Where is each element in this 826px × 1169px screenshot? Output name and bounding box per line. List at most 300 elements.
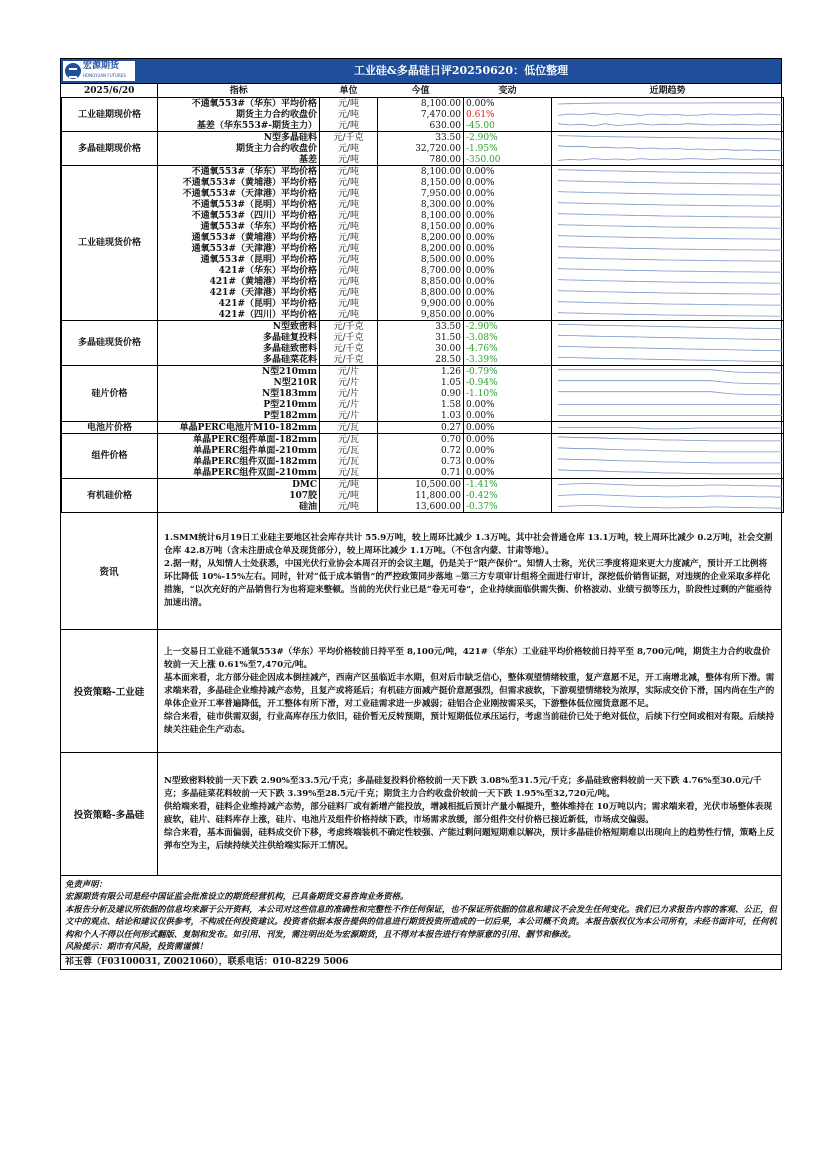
unit-cell: 元/吨 <box>320 109 378 120</box>
value-cell: 0.27 <box>378 422 464 434</box>
table-row <box>62 434 784 446</box>
change-cell: 0.00% <box>464 254 552 265</box>
indicator-cell: 基差 <box>158 154 320 166</box>
trend-line <box>558 470 782 474</box>
value-cell: 33.50 <box>378 321 464 333</box>
value-cell: 13,600.00 <box>378 501 464 513</box>
trend-line <box>558 258 782 261</box>
unit-cell: 元/吨 <box>320 154 378 166</box>
value-cell: 1.03 <box>378 410 464 422</box>
trend-cell <box>552 243 784 254</box>
logo-name-en: HONGYUAN FUTURES <box>83 73 126 78</box>
table-row <box>62 309 784 321</box>
indicator-cell: 不通氧553#（昆明）平均价格 <box>158 199 320 210</box>
unit-cell: 元/瓦 <box>320 434 378 446</box>
table-row <box>62 332 784 343</box>
table-row <box>62 166 784 178</box>
trend-line <box>558 291 782 294</box>
trend-cell <box>552 109 784 120</box>
value-cell: 28.50 <box>378 354 464 366</box>
trend-line <box>558 192 782 195</box>
table-row <box>62 120 784 132</box>
analyst-contact: 祁玉蓉（F03100031, Z0021060），联系电话：010-8229 5006 <box>60 955 782 970</box>
value-cell: 7,470.00 <box>378 109 464 120</box>
report-title: 工业硅&多晶硅日评20250620：低位整理 <box>353 64 569 77</box>
value-cell: 1.26 <box>378 366 464 378</box>
trend-cell <box>552 298 784 309</box>
change-cell: -350.00 <box>464 154 552 166</box>
table-row <box>62 456 784 467</box>
trend-line <box>558 495 782 498</box>
trend-cell <box>552 410 784 422</box>
trend-sparkline <box>554 456 784 467</box>
table-row <box>62 254 784 265</box>
trend-sparkline <box>554 232 784 243</box>
group-label: 组件价格 <box>62 434 158 479</box>
change-cell: 0.00% <box>464 422 552 434</box>
change-cell: -0.42% <box>464 490 552 501</box>
change-cell: 0.00% <box>464 445 552 456</box>
trend-sparkline <box>554 177 784 188</box>
trend-cell <box>552 143 784 154</box>
change-cell: 0.00% <box>464 467 552 479</box>
col-header-change: 变动 <box>464 84 552 98</box>
table-row <box>62 98 784 110</box>
risk-warning: 风险提示：期市有风险，投资需谨慎！ <box>65 941 208 952</box>
table-row <box>62 410 784 422</box>
change-cell: -0.37% <box>464 501 552 513</box>
trend-sparkline <box>554 199 784 210</box>
trend-sparkline <box>554 490 784 501</box>
unit-cell: 元/瓦 <box>320 445 378 456</box>
section-paragraph: 供给端来看，硅料企业维持减产态势，部分硅料厂或有新增产能投放，增减相抵后预计产量小幅提升，整体维持在 10万吨以内；需求端来看，光伏市场整体表现疲软，硅片、硅料库存上涨，硅片、电池片及组件价格持续下跌，市场需求放缓，部分组件交付价格已接近新低，市场成交偏弱。 <box>164 802 772 825</box>
table-row <box>62 132 784 144</box>
table-row <box>62 154 784 166</box>
commentary-section <box>60 753 782 876</box>
change-cell: -2.90% <box>464 321 552 333</box>
trend-cell <box>552 467 784 479</box>
indicator-cell: DMC <box>158 479 320 491</box>
table-row <box>62 490 784 501</box>
value-cell: 32,720.00 <box>378 143 464 154</box>
indicator-cell: N型致密料 <box>158 321 320 333</box>
section-paragraph: 综合来看，基本面偏弱，硅料成交价下移，考虑终端装机不确定性较强、产能过剩问题短期难以解决，预计多晶硅价格短期难以出现向上的趋势性行情，策略上反弹布空为主，后续持续关注供给端实际开工情况。 <box>164 828 775 851</box>
unit-cell: 元/吨 <box>320 188 378 199</box>
unit-cell: 元/千克 <box>320 132 378 144</box>
trend-line <box>558 280 782 283</box>
trend-line <box>558 428 782 429</box>
change-cell: -4.76% <box>464 343 552 354</box>
unit-cell: 元/千克 <box>320 321 378 333</box>
trend-sparkline <box>554 287 784 298</box>
unit-cell: 元/吨 <box>320 120 378 132</box>
change-cell: -3.39% <box>464 354 552 366</box>
trend-sparkline <box>554 265 784 276</box>
trend-line <box>558 103 782 104</box>
trend-line <box>558 124 782 126</box>
trend-cell <box>552 321 784 333</box>
commentary-section <box>60 630 782 753</box>
indicator-cell: 单晶PERC组件双面-210mm <box>158 467 320 479</box>
value-cell: 630.00 <box>378 120 464 132</box>
trend-sparkline <box>554 366 784 377</box>
indicator-cell: 421#（昆明）平均价格 <box>158 298 320 309</box>
trend-cell <box>552 177 784 188</box>
logo-icon <box>65 63 81 79</box>
indicator-cell: 不通氧553#（华东）平均价格 <box>158 166 320 178</box>
trend-line <box>558 170 782 173</box>
table-row <box>62 143 784 154</box>
unit-cell: 元/吨 <box>320 143 378 154</box>
group-label: 电池片价格 <box>62 422 158 434</box>
value-cell: 1.05 <box>378 377 464 388</box>
value-cell: 8,100.00 <box>378 210 464 221</box>
change-cell: -45.00 <box>464 120 552 132</box>
unit-cell: 元/吨 <box>320 98 378 110</box>
value-cell: 8,100.00 <box>378 98 464 110</box>
indicator-cell: P型182mm <box>158 410 320 422</box>
date-header: 2025/6/20 <box>62 84 158 98</box>
section-label: 投资策略-多晶硅 <box>61 753 158 875</box>
table-row <box>62 366 784 378</box>
trend-cell <box>552 98 784 110</box>
table-row <box>62 210 784 221</box>
unit-cell: 元/吨 <box>320 210 378 221</box>
trend-line <box>558 159 782 161</box>
value-cell: 8,300.00 <box>378 199 464 210</box>
change-cell: -3.08% <box>464 332 552 343</box>
trend-line <box>558 459 782 463</box>
trend-line <box>558 357 782 362</box>
trend-cell <box>552 422 784 434</box>
trend-sparkline <box>554 501 784 512</box>
trend-cell <box>552 479 784 491</box>
change-cell: 0.00% <box>464 221 552 232</box>
indicator-cell: 通氧553#（天津港）平均价格 <box>158 243 320 254</box>
indicator-cell: 基差（华东553#-期货主力） <box>158 120 320 132</box>
trend-sparkline <box>554 343 784 354</box>
indicator-cell: 421#（黄埔港）平均价格 <box>158 276 320 287</box>
change-cell: 0.00% <box>464 166 552 178</box>
trend-sparkline <box>554 210 784 221</box>
value-cell: 11,800.00 <box>378 490 464 501</box>
table-row <box>62 199 784 210</box>
commentary-section <box>60 513 782 630</box>
indicator-cell: 多晶硅菜花料 <box>158 354 320 366</box>
col-header-indicator: 指标 <box>158 84 320 98</box>
change-cell: -0.79% <box>464 366 552 378</box>
section-label: 资讯 <box>61 513 158 629</box>
trend-cell <box>552 199 784 210</box>
value-cell: 8,200.00 <box>378 232 464 243</box>
trend-line <box>558 269 782 272</box>
indicator-cell: 多晶硅复投料 <box>158 332 320 343</box>
indicator-cell: 期货主力合约收盘价 <box>158 109 320 120</box>
trend-cell <box>552 377 784 388</box>
change-cell: 0.00% <box>464 210 552 221</box>
trend-line <box>558 214 782 217</box>
indicator-cell: 通氧553#（黄埔港）平均价格 <box>158 232 320 243</box>
value-cell: 780.00 <box>378 154 464 166</box>
trend-line <box>558 136 782 140</box>
value-cell: 8,700.00 <box>378 265 464 276</box>
table-row <box>62 479 784 491</box>
section-body <box>158 513 781 629</box>
section-paragraph: 综合来看，硅市供需双弱，行业高库存压力依旧，硅价暂无反转预期，预计短期低位承压运行，考虑当前硅价已处于绝对低位，后续下行空间或相对有限。后续持续关注硅企生产动态。 <box>164 711 775 735</box>
value-cell: 0.90 <box>378 388 464 399</box>
section-paragraph: N型致密料较前一天下跌 2.90%至33.5元/千克；多晶硅复投料价格较前一天下跌 3.08%至31.5元/千克；多晶硅致密料较前一天下跌 4.76%至30.0元/千克；多晶硅菜花料较前一天下跌 3.39%至28.5元/千克；期货主力合约收盘价较前一天下跌 1.95%至32,720元/吨。 <box>164 776 762 799</box>
change-cell: 0.00% <box>464 309 552 321</box>
trend-sparkline <box>554 309 784 320</box>
change-cell: 0.00% <box>464 298 552 309</box>
change-cell: -1.95% <box>464 143 552 154</box>
trend-cell <box>552 399 784 410</box>
trend-cell <box>552 501 784 513</box>
trend-sparkline <box>554 377 784 388</box>
trend-cell <box>552 445 784 456</box>
group-label: 硅片价格 <box>62 366 158 422</box>
report-sheet <box>60 58 782 970</box>
value-cell: 1.58 <box>378 399 464 410</box>
group-label: 工业硅期现价格 <box>62 98 158 132</box>
change-cell: 0.00% <box>464 287 552 298</box>
unit-cell: 元/吨 <box>320 265 378 276</box>
trend-sparkline <box>554 143 784 154</box>
unit-cell: 元/瓦 <box>320 456 378 467</box>
unit-cell: 元/吨 <box>320 490 378 501</box>
table-row <box>62 445 784 456</box>
trend-line <box>558 392 782 395</box>
trend-line <box>558 437 782 441</box>
trend-sparkline <box>554 276 784 287</box>
change-cell: 0.00% <box>464 434 552 446</box>
company-logo <box>63 61 135 81</box>
unit-cell: 元/片 <box>320 399 378 410</box>
report-header <box>60 58 782 84</box>
change-cell: -1.10% <box>464 388 552 399</box>
unit-cell: 元/吨 <box>320 199 378 210</box>
trend-sparkline <box>554 479 784 490</box>
change-cell: 0.61% <box>464 109 552 120</box>
change-cell: 0.00% <box>464 399 552 410</box>
value-cell: 0.72 <box>378 445 464 456</box>
value-cell: 8,850.00 <box>378 276 464 287</box>
table-row <box>62 501 784 513</box>
trend-sparkline <box>554 332 784 343</box>
disclaimer-title: 免责声明： <box>65 879 107 889</box>
indicator-cell: 单晶PERC组件单面-210mm <box>158 445 320 456</box>
trend-line <box>558 335 782 340</box>
table-row <box>62 221 784 232</box>
section-label: 投资策略-工业硅 <box>61 630 158 752</box>
indicator-cell: 不通氧553#（华东）平均价格 <box>158 98 320 110</box>
unit-cell: 元/吨 <box>320 298 378 309</box>
table-row <box>62 422 784 434</box>
value-cell: 9,850.00 <box>378 309 464 321</box>
trend-cell <box>552 332 784 343</box>
unit-cell: 元/瓦 <box>320 467 378 479</box>
unit-cell: 元/吨 <box>320 254 378 265</box>
group-label: 多晶硅期现价格 <box>62 132 158 166</box>
indicator-cell: N型多晶硅料 <box>158 132 320 144</box>
table-row <box>62 377 784 388</box>
table-row <box>62 188 784 199</box>
value-cell: 0.70 <box>378 434 464 446</box>
unit-cell: 元/吨 <box>320 221 378 232</box>
value-cell: 8,500.00 <box>378 254 464 265</box>
trend-sparkline <box>554 399 784 410</box>
table-row <box>62 321 784 333</box>
value-cell: 9,900.00 <box>378 298 464 309</box>
indicator-cell: 421#（四川）平均价格 <box>158 309 320 321</box>
indicator-cell: 单晶PERC电池片M10-182mm <box>158 422 320 434</box>
table-row <box>62 343 784 354</box>
unit-cell: 元/片 <box>320 377 378 388</box>
value-cell: 8,100.00 <box>378 166 464 178</box>
trend-cell <box>552 120 784 132</box>
value-cell: 31.50 <box>378 332 464 343</box>
col-header-unit: 单位 <box>320 84 378 98</box>
unit-cell: 元/片 <box>320 388 378 399</box>
value-cell: 7,950.00 <box>378 188 464 199</box>
trend-line <box>558 506 782 509</box>
table-row <box>62 354 784 366</box>
value-cell: 30.00 <box>378 343 464 354</box>
change-cell: 0.00% <box>464 265 552 276</box>
trend-cell <box>552 265 784 276</box>
change-cell: 0.00% <box>464 188 552 199</box>
price-table <box>61 84 784 513</box>
trend-line <box>558 381 782 384</box>
indicator-cell: 硅油 <box>158 501 320 513</box>
table-row <box>62 177 784 188</box>
indicator-cell: 单晶PERC组件双面-182mm <box>158 456 320 467</box>
trend-sparkline <box>554 354 784 365</box>
trend-sparkline <box>554 132 784 143</box>
trend-line <box>558 236 782 239</box>
unit-cell: 元/吨 <box>320 276 378 287</box>
trend-sparkline <box>554 467 784 478</box>
change-cell: 0.00% <box>464 410 552 422</box>
table-row <box>62 388 784 399</box>
value-cell: 10,500.00 <box>378 479 464 491</box>
table-row <box>62 467 784 479</box>
trend-sparkline <box>554 410 784 421</box>
indicator-cell: N型210mm <box>158 366 320 378</box>
trend-cell <box>552 456 784 467</box>
trend-sparkline <box>554 243 784 254</box>
indicator-cell: 多晶硅致密料 <box>158 343 320 354</box>
trend-sparkline <box>554 388 784 399</box>
unit-cell: 元/片 <box>320 366 378 378</box>
unit-cell: 元/吨 <box>320 309 378 321</box>
indicator-cell: 421#（华东）平均价格 <box>158 265 320 276</box>
table-row <box>62 287 784 298</box>
table-row <box>62 243 784 254</box>
trend-line <box>558 346 782 351</box>
col-header-trend: 近期趋势 <box>552 84 784 98</box>
trend-cell <box>552 188 784 199</box>
trend-sparkline <box>554 422 784 433</box>
section-paragraph: 1.SMM统计6月19日工业硅主要地区社会库存共计 55.9万吨，较上周环比减少 1.3万吨。其中社会普通仓库 13.1万吨，较上周环比减少 0.2万吨，社会交割仓库 42.8万吨（含未注册成仓单及现货部分），较上周环比减少 1.1万吨。（不包含内蒙、甘肃等地）。 <box>164 533 773 556</box>
trend-line <box>558 370 782 373</box>
trend-sparkline <box>554 154 784 165</box>
trend-line <box>558 203 782 206</box>
change-cell: 0.00% <box>464 456 552 467</box>
trend-line <box>558 247 782 250</box>
unit-cell: 元/瓦 <box>320 422 378 434</box>
indicator-cell: P型210mm <box>158 399 320 410</box>
col-header-value: 今值 <box>378 84 464 98</box>
trend-line <box>558 113 782 115</box>
trend-sparkline <box>554 188 784 199</box>
trend-cell <box>552 254 784 265</box>
indicator-cell: 通氧553#（华东）平均价格 <box>158 221 320 232</box>
value-cell: 33.50 <box>378 132 464 144</box>
trend-line <box>558 484 782 487</box>
change-cell: -2.90% <box>464 132 552 144</box>
trend-sparkline <box>554 120 784 131</box>
indicator-cell: 不通氧553#（四川）平均价格 <box>158 210 320 221</box>
trend-cell <box>552 354 784 366</box>
change-cell: 0.00% <box>464 199 552 210</box>
trend-cell <box>552 388 784 399</box>
table-row <box>62 276 784 287</box>
group-label: 多晶硅现货价格 <box>62 321 158 366</box>
disclaimer-qualification: 宏源期货有限公司是经中国证监会批准设立的期货经营机构，已具备期货交易咨询业务资格。 <box>65 891 409 902</box>
trend-line <box>558 302 782 305</box>
disclaimer-body: 本报告分析及建议所依据的信息均来源于公开资料，本公司对这些信息的准确性和完整性不作任何保证，也不保证所依据的信息和建议不会发生任何变化。我们已力求报告内容的客观、公正，但文中的观点、结论和建议仅供参考，不构成任何投资建议。投资者依据本报告提供的信息进行期货投资所造成的一切后果，本公司概不负责。本报告版权仅为本公司所有，未经书面许可，任何机构和个人不得以任何形式翻版、复制和发布。如引用、刊发，需注明出处为宏源期货，且不得对本报告进行有悖原意的引用、删节和修改。 <box>65 903 777 939</box>
unit-cell: 元/千克 <box>320 354 378 366</box>
trend-line <box>558 146 782 151</box>
indicator-cell: 不通氧553#（天津港）平均价格 <box>158 188 320 199</box>
trend-sparkline <box>554 445 784 456</box>
group-label: 有机硅价格 <box>62 479 158 513</box>
change-cell: 0.00% <box>464 243 552 254</box>
trend-cell <box>552 221 784 232</box>
indicator-cell: N型210R <box>158 377 320 388</box>
trend-sparkline <box>554 321 784 332</box>
section-paragraph: 2.据一财，从知情人士处获悉，中国光伏行业协会本周召开的会议主题，仍是关于“限产保价”。知情人士称，光伏三季度将迎来更大力度减产，预计开工比例将环比降低 10%-15%左右。同时，针对“低于成本销售”的严控政策同步落地 ─第三方专项审计组将全面进行审计，深挖低价销售证据，对违规的企业采取多样化措施，“以次充好的产品销售行为也将迎来整顿。当前的光伏行业已是“卷无可卷”，企业持续面临供需失衡、价格波动、业绩亏损等压力，阶段性过剩的产能亟待加速出清。 <box>164 559 772 608</box>
section-paragraph: 基本面来看，北方部分硅企因成本倒挂减产，西南产区虽临近丰水期，但对后市缺乏信心，整体观望情绪较重，复产意愿不足，开工南增北减，整体有所下滑。需求端来看，多晶硅企业维持减产态势，且复产或将延后；有机硅方面减产挺价意愿强烈，但需求疲软，下游观望情绪较为浓厚，实际成交价下滑，国内尚在生产的单体企业开工率普遍降低，开工整体有所下滑，对工业硅需求进一步减弱；硅铝合企业刚按需采买，下游整体低位囤货意愿不足。 <box>164 672 775 709</box>
indicator-cell: 421#（天津港）平均价格 <box>158 287 320 298</box>
unit-cell: 元/千克 <box>320 343 378 354</box>
change-cell: 0.00% <box>464 276 552 287</box>
trend-line <box>558 225 782 228</box>
indicator-cell: 期货主力合约收盘价 <box>158 143 320 154</box>
trend-sparkline <box>554 298 784 309</box>
value-cell: 8,150.00 <box>378 221 464 232</box>
trend-sparkline <box>554 221 784 232</box>
change-cell: 0.00% <box>464 177 552 188</box>
change-cell: 0.00% <box>464 98 552 110</box>
trend-cell <box>552 343 784 354</box>
unit-cell: 元/吨 <box>320 243 378 254</box>
table-row <box>62 399 784 410</box>
trend-sparkline <box>554 434 784 445</box>
logo-name-cn: 宏源期货 <box>83 61 120 71</box>
unit-cell: 元/吨 <box>320 479 378 491</box>
unit-cell: 元/吨 <box>320 232 378 243</box>
trend-line <box>558 324 782 329</box>
trend-line <box>558 313 782 316</box>
trend-cell <box>552 154 784 166</box>
trend-cell <box>552 210 784 221</box>
trend-cell <box>552 287 784 298</box>
value-cell: 8,800.00 <box>378 287 464 298</box>
value-cell: 0.71 <box>378 467 464 479</box>
unit-cell: 元/吨 <box>320 287 378 298</box>
